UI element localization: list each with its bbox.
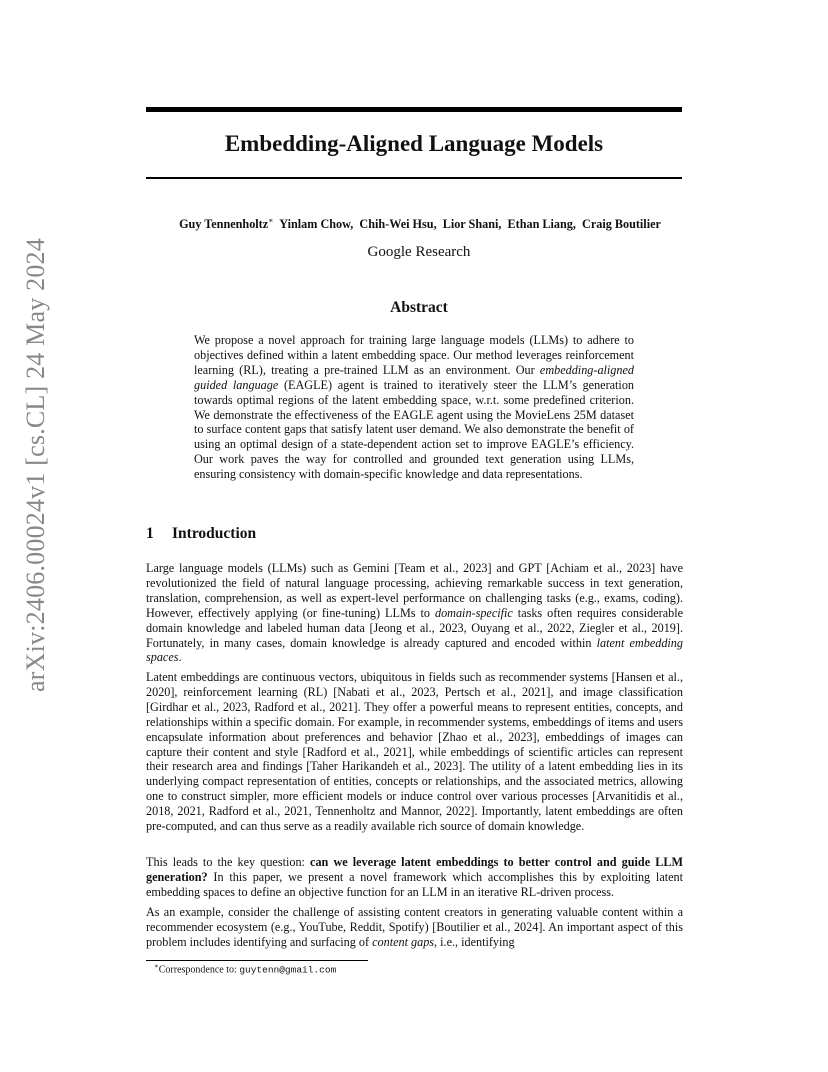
section-heading-introduction <box>146 525 256 543</box>
arxiv-stamp <box>18 238 54 692</box>
paragraph-emphasis: content gaps <box>372 934 435 949</box>
author-name: Craig Boutilier <box>582 217 661 232</box>
author-name: Ethan Liang <box>507 217 573 232</box>
author-name: Lior Shani <box>442 217 499 232</box>
intro-paragraph-3 <box>146 855 683 900</box>
footnote-mark: ∗ <box>154 962 159 970</box>
paragraph-text: In this paper, we present a novel framework which accomplishes this by exploiting latent embedding spaces to define an objective function for an LLM in an iterative RL-driven process. <box>146 869 683 899</box>
intro-paragraph-1 <box>146 561 683 665</box>
paragraph-text: , i.e., identifying <box>434 934 515 949</box>
abstract-body <box>194 333 634 482</box>
affiliation: Google Research <box>367 244 471 260</box>
intro-paragraph-2: Latent embeddings are continuous vectors, ubiquitous in fields such as recommender systems [Hansen et al., 2020], reinforcement learning (RL) [Nabati et al., 2023, Pertsch et al., 2021], and image classification [Girdhar et al., 2023, Radford et al., 2021]. They offer a powerful means to represent entities, concepts, and relationships within a specific domain. For example, in recommender systems, embeddings of items and users encapsulate information about preferences and behavior [Zhao et al., 2023], embeddings of images can capture their content and style [Radford et al., 2021], while embeddings of scientific articles can represent their research area and findings [Taher Harikandeh et al., 2023]. The utility of a latent embedding lies in its underlying compact representation of entities, concepts or relationships, and the associated metrics, allowing one to construct simpler, more efficient models or induce control over various processes [Arvanitidis et al., 2018, 2021, Radford et al., 2021, Tennenholtz and Mannor, 2022]. Importantly, latent embeddings are often pre-computed, and can thus serve as a readily available rich source of domain knowledge. <box>146 670 683 834</box>
author-footnote-mark: ∗ <box>268 216 274 225</box>
paper-title: Embedding-Aligned Language Models <box>224 131 604 156</box>
intro-paragraph-4 <box>146 905 683 950</box>
title-top-rule <box>146 107 682 112</box>
footnote-text: Correspondence to: <box>158 964 240 976</box>
abstract-text: We propose a novel approach for training large language models (LLMs) to adhere to objectives defined within a latent embedding space. Our method leverages reinforcement learning (RL), treating a pre-trained LLM as an environment. Our <box>194 333 634 377</box>
abstract-text: (EAGLE) agent is trained to iteratively steer the LLM’s generation towards optimal regions of the latent embedding space, w.r.t. some predefined criterion. We demonstrate the effectiveness of the EAGLE agent using the MovieLens 25M dataset to surface content gaps that satisfy latent user demand. We also demonstrate the benefit of using an optimal design of a state-dependent action set to improve EAGLE’s efficiency. Our work paves the way for controlled and grounded text generation using LLMs, ensuring consistency with domain-specific knowledge and data representations. <box>194 377 635 482</box>
section-number: 1 <box>146 525 154 542</box>
author-name: Yinlam Chow <box>279 217 351 232</box>
author-name: Guy Tennenholtz <box>179 217 269 232</box>
abstract-emphasis: embedding-aligned guided language <box>194 362 634 392</box>
paragraph-text: As an example, consider the challenge of assisting content creators in generating valuable content within a recommender ecosystem (e.g., YouTube, Reddit, Spotify) [Boutilier et al., 2024]. An important aspect of this problem includes identifying and surfacing of <box>146 905 683 949</box>
arxiv-id: arXiv:2406.00024v1 [cs.CL] 24 May 2024 <box>21 238 51 692</box>
paragraph-text: Large language models (LLMs) such as Gemini [Team et al., 2023] and GPT [Achiam et al., 2023] have revolutionized the field of natural language processing, achieving remarkable success in text generation, translation, comprehension, as well as expert-level performance on challenging tasks (e.g., exams, coding). However, effectively applying (or fine-tuning) LLMs to <box>146 561 683 620</box>
paragraph-text: tasks often requires considerable domain knowledge and labeled human data [Jeong et al., 2023, Ouyang et al., 2022, Ziegler et al., 2019]. Fortunately, in many cases, domain knowledge is already captured and encoded within <box>146 605 683 650</box>
section-title: Introduction <box>172 525 257 542</box>
author-list: Guy Tennenholtz∗ Yinlam Chow, Chih-Wei Hsu, Lior Shani, Ethan Liang, Craig Boutilier <box>179 216 661 232</box>
title-bottom-rule <box>146 177 682 179</box>
footnote <box>154 962 336 975</box>
key-question: can we leverage latent embeddings to better control and guide LLM generation? <box>146 855 683 884</box>
footnote-rule <box>146 960 368 961</box>
paragraph-text: This leads to the key question: <box>146 855 311 869</box>
paragraph-text: . <box>178 650 182 665</box>
author-name: Chih-Wei Hsu <box>359 217 434 232</box>
paragraph-emphasis: latent embedding spaces <box>146 635 683 665</box>
footnote-email[interactable]: guytenn@gmail.com <box>239 964 337 976</box>
abstract-heading: Abstract <box>390 299 448 316</box>
paragraph-emphasis: domain-specific <box>434 605 513 620</box>
